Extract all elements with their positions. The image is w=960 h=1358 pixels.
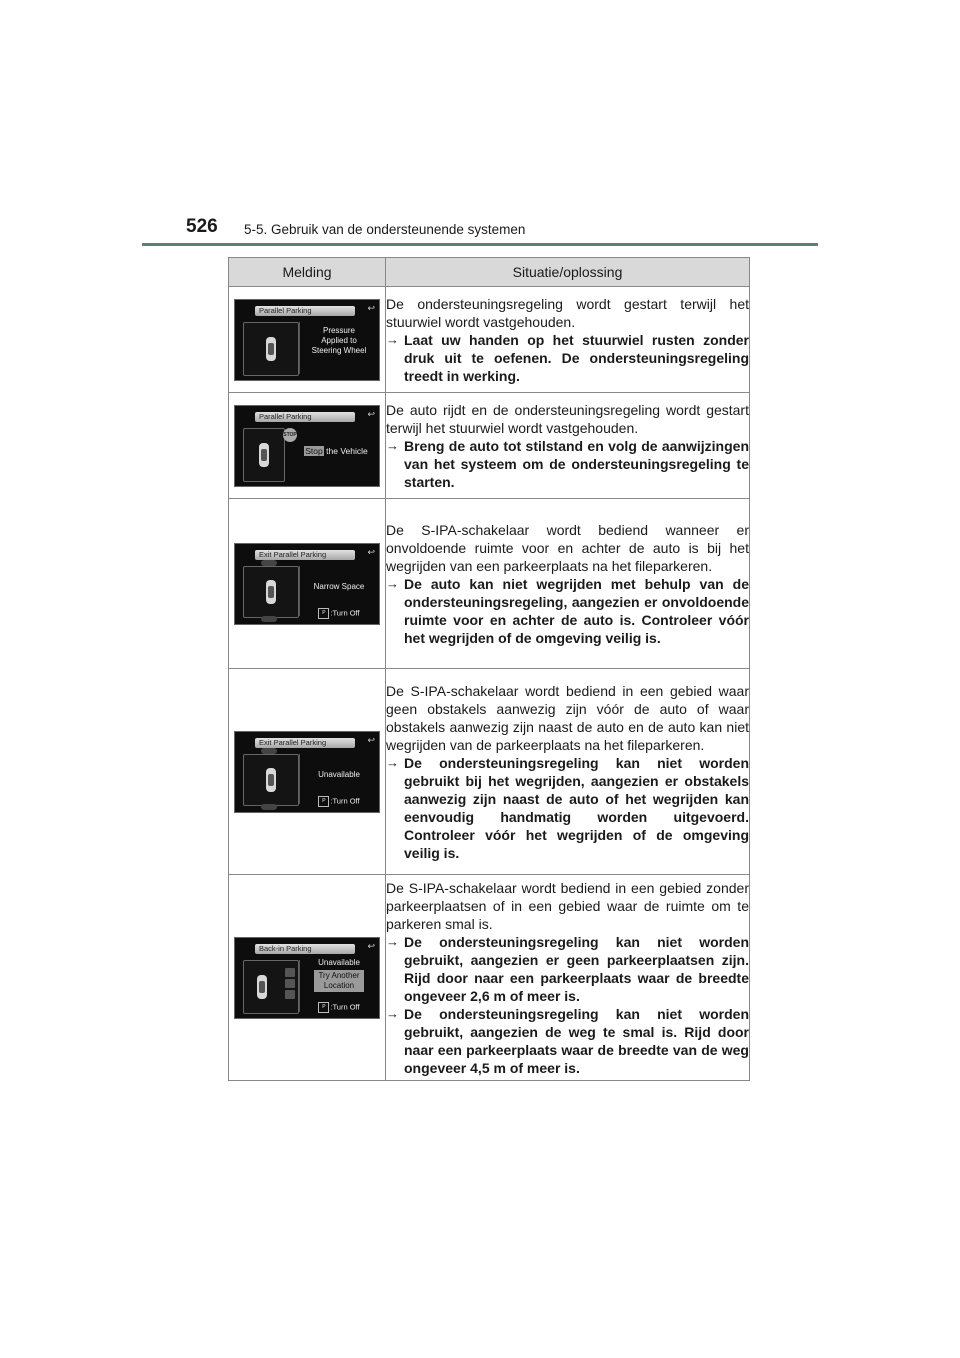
solution-cell — [386, 287, 750, 393]
screen-message: Narrow Space — [313, 581, 365, 591]
screen-line: Steering Wheel — [311, 345, 367, 355]
parking-slot — [285, 990, 295, 999]
solution-item — [386, 331, 749, 385]
arrow-icon: → — [386, 933, 399, 949]
screen-title-bar: Exit Parallel Parking — [255, 550, 355, 560]
display-screenshot — [234, 937, 380, 1019]
car-view — [243, 754, 299, 806]
arrow-icon: → — [386, 437, 399, 453]
parking-slot — [285, 968, 295, 977]
s-ipa-switch-icon: P — [318, 608, 329, 619]
back-icon: ↩ — [367, 302, 375, 313]
back-icon: ↩ — [367, 546, 375, 557]
solution-cell — [386, 393, 750, 499]
message-cell — [229, 499, 386, 669]
display-screenshot — [234, 405, 380, 487]
car-icon — [266, 768, 276, 792]
solution-item — [386, 933, 749, 1005]
screen-line: Pressure — [322, 325, 355, 335]
screen-line: Location — [323, 980, 355, 990]
solution-cell — [386, 499, 750, 669]
message-cell — [229, 393, 386, 499]
table-header-row — [229, 258, 750, 287]
solution-cell — [386, 875, 750, 1081]
message-table — [228, 257, 750, 1081]
section-title: 5-5. Gebruik van de ondersteunende systemen — [244, 222, 526, 237]
table-row — [229, 393, 750, 499]
sensor-icon — [261, 804, 277, 810]
screen-line: the Vehicle — [326, 445, 368, 456]
screen-title-bar: Parallel Parking — [255, 306, 355, 316]
screen-divider — [299, 960, 300, 1012]
back-icon: ↩ — [367, 940, 375, 951]
header-divider — [142, 243, 818, 246]
stop-icon: STOP — [283, 428, 297, 442]
situation-text: De auto rijdt en de ondersteuningsregeling wordt gestart terwijl het stuurwiel wordt vastgehouden. — [386, 401, 749, 436]
screen-line: :Turn Off — [330, 1001, 360, 1011]
screen-divider — [299, 754, 300, 804]
solution-item — [386, 1005, 749, 1077]
solution-item — [386, 754, 749, 862]
sensor-icon — [261, 748, 277, 754]
solution-text: Laat uw handen op het stuurwiel rusten zonder druk uit te oefenen. De ondersteuningsregeling treedt in werking. — [404, 331, 749, 384]
table-row — [229, 499, 750, 669]
table-row — [229, 669, 750, 875]
screen-message: Unavailable — [318, 769, 360, 779]
screen-message — [295, 446, 377, 456]
solution-text: Breng de auto tot stilstand en volg de aanwijzingen van het systeem om de ondersteuningsregeling te starten. — [404, 437, 749, 490]
screen-highlight: Stop — [305, 445, 323, 456]
screen-title-bar: Back-in Parking — [255, 944, 355, 954]
car-icon — [257, 975, 267, 999]
try-another-location-box — [314, 970, 363, 992]
screen-footer — [301, 1002, 377, 1013]
back-icon: ↩ — [367, 734, 375, 745]
message-cell — [229, 875, 386, 1081]
screen-message: Unavailable — [318, 957, 360, 967]
arrow-icon: → — [386, 754, 399, 770]
situation-text: De S-IPA-schakelaar wordt bediend in een gebied zonder parkeerplaatsen of in een gebied waar de ruimte om te parkeren smal is. — [386, 879, 749, 932]
display-screenshot — [234, 731, 380, 813]
parking-slots — [285, 968, 295, 1001]
screen-divider — [299, 322, 300, 374]
s-ipa-switch-icon: P — [318, 796, 329, 807]
screen-divider — [299, 566, 300, 616]
column-header-message: Melding — [229, 258, 386, 287]
screen-title-bar: Exit Parallel Parking — [255, 738, 355, 748]
situation-text: De S-IPA-schakelaar wordt bediend wanneer er onvoldoende ruimte voor en achter de auto is bij het wegrijden van een parkeerplaats na het fileparkeren. — [386, 521, 749, 574]
solution-item — [386, 437, 749, 491]
solution-item — [386, 575, 749, 647]
solution-text: De ondersteuningsregeling kan niet worden gebruikt, aangezien er geen parkeerplaatsen zijn. Rijd door naar een parkeerplaats waar de breedte ongeveer 2,6 m of meer is. — [404, 933, 749, 1004]
situation-text: De ondersteuningsregeling wordt gestart terwijl het stuurwiel wordt vastgehouden. — [386, 295, 749, 330]
sensor-icon — [261, 616, 277, 622]
situation-text: De S-IPA-schakelaar wordt bediend in een gebied waar geen obstakels aanwezig zijn vóór de auto of waar obstakels aanwezig zijn naast de auto en de auto kan niet wegrijden van de parkeerplaats na het fileparkeren. — [386, 682, 749, 753]
sensor-icon — [261, 560, 277, 566]
table-row — [229, 875, 750, 1081]
display-screenshot — [234, 299, 380, 381]
car-icon — [266, 580, 276, 604]
screen-line: Try Another — [318, 970, 360, 980]
screen-footer — [301, 608, 377, 619]
solution-cell — [386, 669, 750, 875]
back-icon: ↩ — [367, 408, 375, 419]
message-cell — [229, 669, 386, 875]
solution-text: De auto kan niet wegrijden met behulp van de ondersteuningsregeling, aangezien er onvoldoende ruimte voor en achter de auto is. Controleer vóór het wegrijden of de omgeving veilig is. — [404, 575, 749, 646]
screen-line: Applied to — [321, 335, 357, 345]
message-cell — [229, 287, 386, 393]
column-header-solution: Situatie/oplossing — [386, 258, 750, 287]
screen-box — [301, 970, 377, 992]
screen-footer — [301, 796, 377, 807]
arrow-icon: → — [386, 1005, 399, 1021]
screen-title-bar: Parallel Parking — [255, 412, 355, 422]
page-number: 526 — [186, 216, 218, 237]
car-view — [243, 322, 299, 376]
arrow-icon: → — [386, 331, 399, 347]
s-ipa-switch-icon: P — [318, 1002, 329, 1013]
solution-text: De ondersteuningsregeling kan niet worden gebruikt, aangezien de weg te smal is. Rijd door naar een parkeerplaats waar de breedte van de weg ongeveer 4,5 m of meer is. — [404, 1005, 749, 1076]
screen-message — [301, 326, 377, 356]
arrow-icon: → — [386, 575, 399, 591]
car-icon — [266, 337, 276, 361]
solution-text: De ondersteuningsregeling kan niet worden gebruikt bij het wegrijden, aangezien er obstakels aanwezig zijn naast de auto of het wegrijden kan eenvoudig handmatig worden uitgevoerd. Controleer vóór het wegrijden of de omgeving veilig is. — [404, 754, 749, 861]
screen-line: :Turn Off — [330, 607, 360, 617]
car-view — [243, 428, 285, 482]
parking-slot — [285, 979, 295, 988]
display-screenshot — [234, 543, 380, 625]
table-row — [229, 287, 750, 393]
screen-line: :Turn Off — [330, 795, 360, 805]
car-icon — [259, 443, 269, 467]
car-view — [243, 566, 299, 618]
